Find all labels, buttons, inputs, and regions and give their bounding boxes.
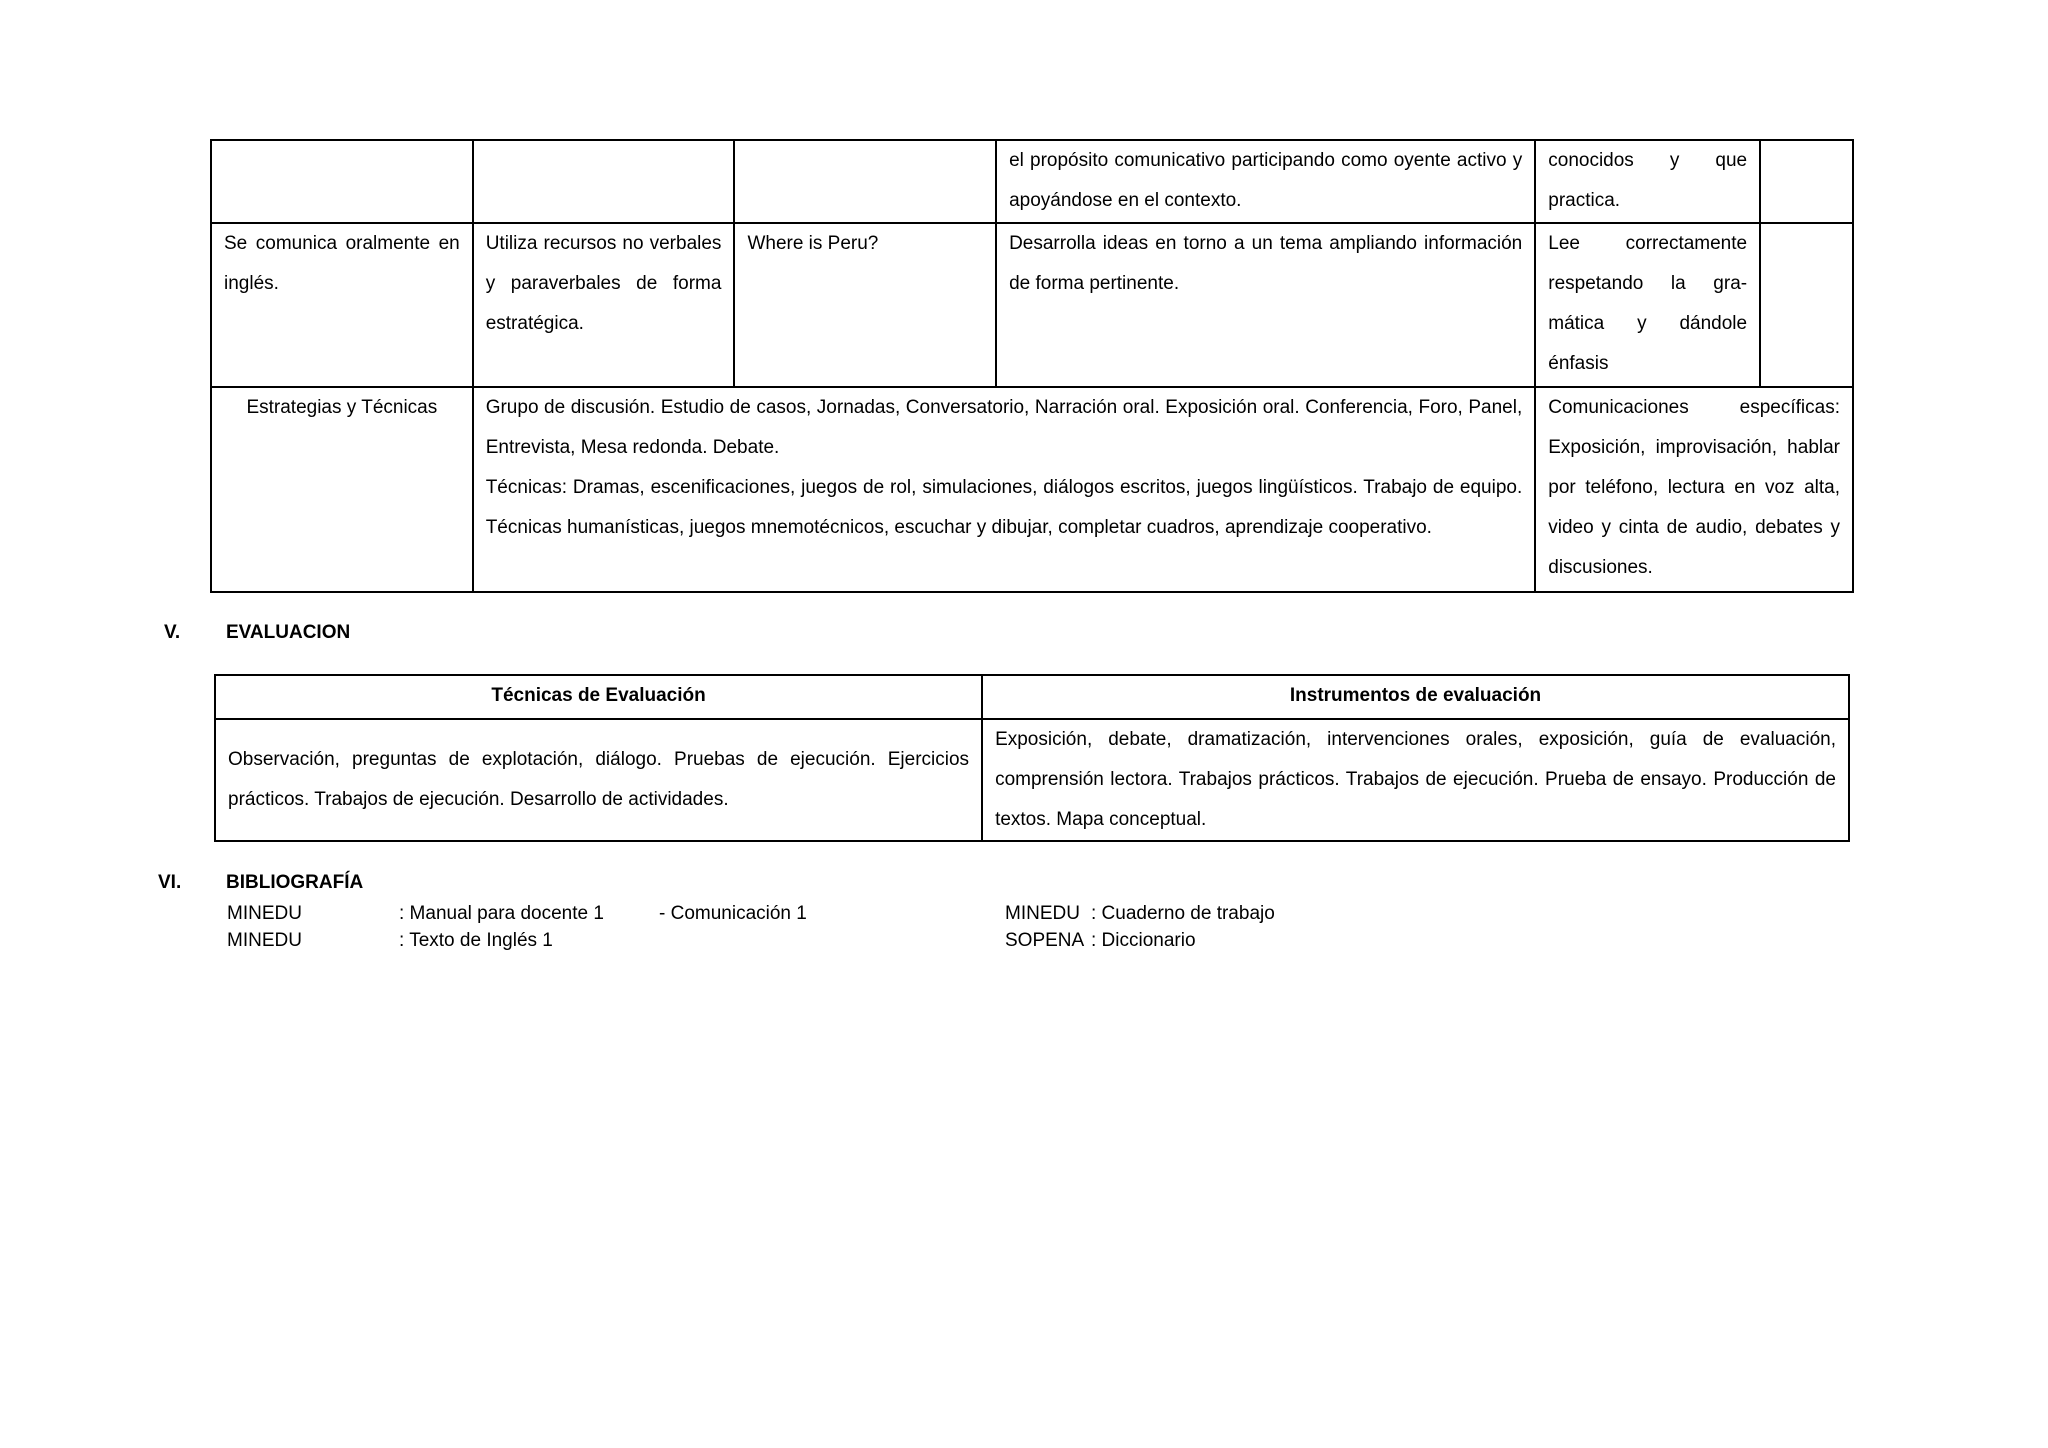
section-title: BIBLIOGRAFÍA [226, 872, 364, 893]
topic-cell: Where is Peru? [734, 223, 996, 387]
techniques-cell: Observación, preguntas de explotación, diálogo. Pruebas de ejecución. Ejercicios prácticos. Trabajos de ejecución. Desarrollo de actividades. [215, 719, 982, 841]
competency-cell: Se comunica oralmente en inglés. [211, 223, 473, 387]
bib-title: : Diccionario [1091, 930, 1196, 951]
table-cell [473, 140, 735, 223]
table-cell: conocidos y que practica. [1535, 140, 1760, 223]
bib-author: MINEDU [227, 930, 302, 951]
bib-title: : Cuaderno de trabajo [1091, 903, 1275, 924]
table-cell [211, 140, 473, 223]
bibliography-entry [227, 927, 553, 954]
section-title: EVALUACION [226, 622, 351, 643]
bib-title: : Manual para docente 1 [399, 903, 604, 924]
capacity-cell: Utiliza recursos no verbales y paraverbales de forma estratégica. [473, 223, 735, 387]
table-cell [1760, 140, 1853, 223]
column-header: Instrumentos de evaluación [982, 675, 1849, 719]
bibliography-entry [1005, 900, 1275, 927]
bib-author: SOPENA [1005, 930, 1085, 951]
strategies-label: Estrategias y Técnicas [211, 387, 473, 592]
table-cell [734, 140, 996, 223]
evaluation-table [214, 674, 1850, 842]
performance-cell: Desarrolla ideas en torno a un tema ampliando información de forma pertinente. [996, 223, 1535, 387]
table-row [215, 719, 1849, 841]
techniques-text: Técnicas: Dramas, escenificaciones, juegos de rol, simulaciones, diálogos escritos, juegos lingüísticos. Trabajo de equipo. Técnicas humanísticas, juegos mnemotécnicos, escuchar y dibujar, completar cuadros, aprendizaje cooperativo. [485, 477, 1523, 538]
table-row [211, 223, 1853, 387]
table-row [211, 140, 1853, 223]
section-number: VI. [158, 872, 182, 893]
bibliography-entry [227, 900, 807, 927]
strategies-cell [473, 387, 1536, 592]
section-number: V. [164, 622, 181, 643]
plan-table [210, 139, 1854, 593]
communications-cell: Comunicaciones específicas: Exposición, improvisación, hablar por teléfono, lectura en voz alta, video y cinta de audio, debates y discusiones. [1535, 387, 1853, 592]
table-cell: el propósito comunicativo participando como oyente activo y apoyándose en el contexto. [996, 140, 1535, 223]
bib-extra: - Comunicación 1 [659, 903, 807, 924]
strategies-text: Grupo de discusión. Estudio de casos, Jornadas, Conversatorio, Narración oral. Exposición oral. Conferencia, Foro, Panel, Entrevista, Mesa redonda. Debate. [485, 397, 1523, 458]
indicator-cell: Lee correctamente respetando la gramática y dándole énfasis [1535, 223, 1760, 387]
column-header: Técnicas de Evaluación [215, 675, 982, 719]
bibliography-entry [1005, 927, 1196, 954]
instruments-cell: Exposición, debate, dramatización, intervenciones orales, exposición, guía de evaluación, comprensión lectora. Trabajos prácticos. Trabajos de ejecución. Prueba de ensayo. Producción de textos. Mapa conceptual. [982, 719, 1849, 841]
table-header-row [215, 675, 1849, 719]
bib-author: MINEDU [227, 903, 302, 924]
table-row [211, 387, 1853, 592]
bib-title: : Texto de Inglés 1 [399, 930, 553, 951]
table-cell [1760, 223, 1853, 387]
bib-author: MINEDU [1005, 903, 1080, 924]
